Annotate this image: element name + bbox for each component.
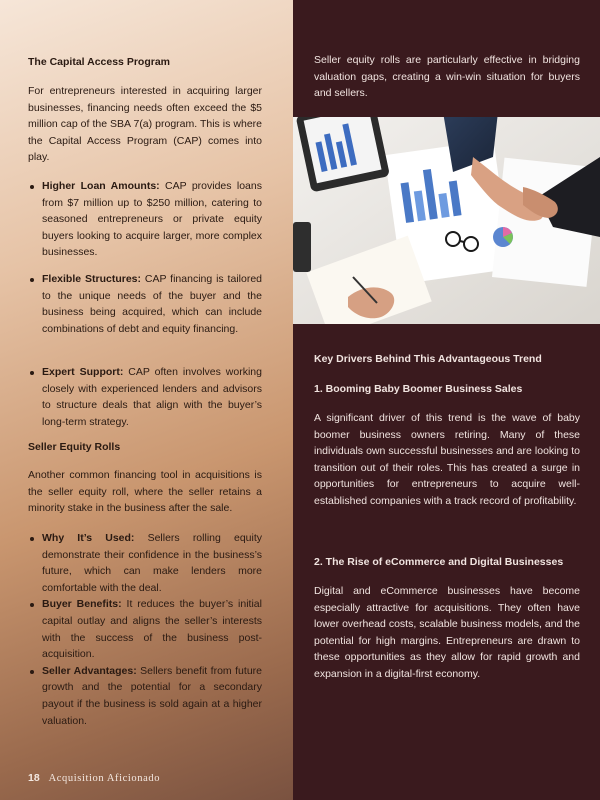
section-2-heading: 2. The Rise of eCommerce and Digital Businesses (314, 556, 564, 568)
right-column (293, 0, 600, 800)
seller-bullet-item: Seller Advantages: Sellers benefit from future growth and the potential for a secondary payout if the business is sold again at a higher valuation. (28, 663, 262, 729)
cap-heading: The Capital Access Program (28, 56, 170, 68)
seller-equity-summary: Seller equity rolls are particularly effective in bridging valuation gaps, creating a win-win situation for buyers and sellers. (314, 54, 580, 100)
handshake-photo (293, 117, 600, 324)
cap-bullet-item: Expert Support: CAP often involves working closely with experienced lenders and advisors to structure deals that align with the buyer’s long-term strategy. (28, 364, 262, 430)
left-column (0, 0, 293, 800)
seller-equity-heading: Seller Equity Rolls (28, 441, 121, 453)
handshake-illustration (293, 117, 600, 324)
seller-bullet-item: Why It’s Used: Sellers rolling equity demonstrate their confidence in the business’s future, which can make lenders more comfortable with the deal. (28, 530, 262, 596)
section-1-heading: 1. Booming Baby Boomer Business Sales (314, 383, 523, 395)
section-1-paragraph: A significant driver of this trend is the wave of baby boomer business owners retiring. Many of these individuals own successful businesses and are looking to transition out of their roles. This has created a surge in opportunities for entrepreneurs to acquire well-established companies with a track record of profitability. (314, 412, 580, 507)
cap-bullet-list (28, 271, 262, 337)
publication-name: Acquisition Aficionado (48, 773, 161, 784)
cap-bullet-item: Flexible Structures: CAP financing is tailored to the unique needs of the buyer and the business being acquired, which can include combinations of debt and equity financing. (28, 271, 262, 337)
page-footer (28, 772, 160, 784)
seller-bullet-list (28, 530, 262, 729)
cap-bullet-list (28, 364, 262, 430)
page-number: 18 (28, 772, 40, 784)
seller-bullet-item: Buyer Benefits: It reduces the buyer’s initial capital outlay and aligns the seller’s interests with the success of the business post-acquisition. (28, 596, 262, 662)
section-2-paragraph: Digital and eCommerce businesses have become especially attractive for acquisitions. They often have lower overhead costs, scalable business models, and the potential for high margins. Entrepreneurs are drawn to these opportunities as they allow for rapid growth and expansion in a digital-first economy. (314, 585, 580, 680)
key-drivers-heading: Key Drivers Behind This Advantageous Trend (314, 353, 542, 365)
cap-bullet-item: Higher Loan Amounts: CAP provides loans from $7 million up to $250 million, catering to seasoned entrepreneurs or private equity buyers looking to acquire larger, more complex businesses. (28, 178, 262, 261)
cap-bullet-list (28, 178, 262, 261)
cap-intro-paragraph: For entrepreneurs interested in acquiring larger businesses, financing needs often exceed the $5 million cap of the SBA 7(a) program. This is where the Capital Access Program (CAP) comes into play. (28, 85, 262, 164)
seller-equity-intro: Another common financing tool in acquisitions is the seller equity roll, where the seller retains a minority stake in the business after the sale. (28, 469, 262, 515)
